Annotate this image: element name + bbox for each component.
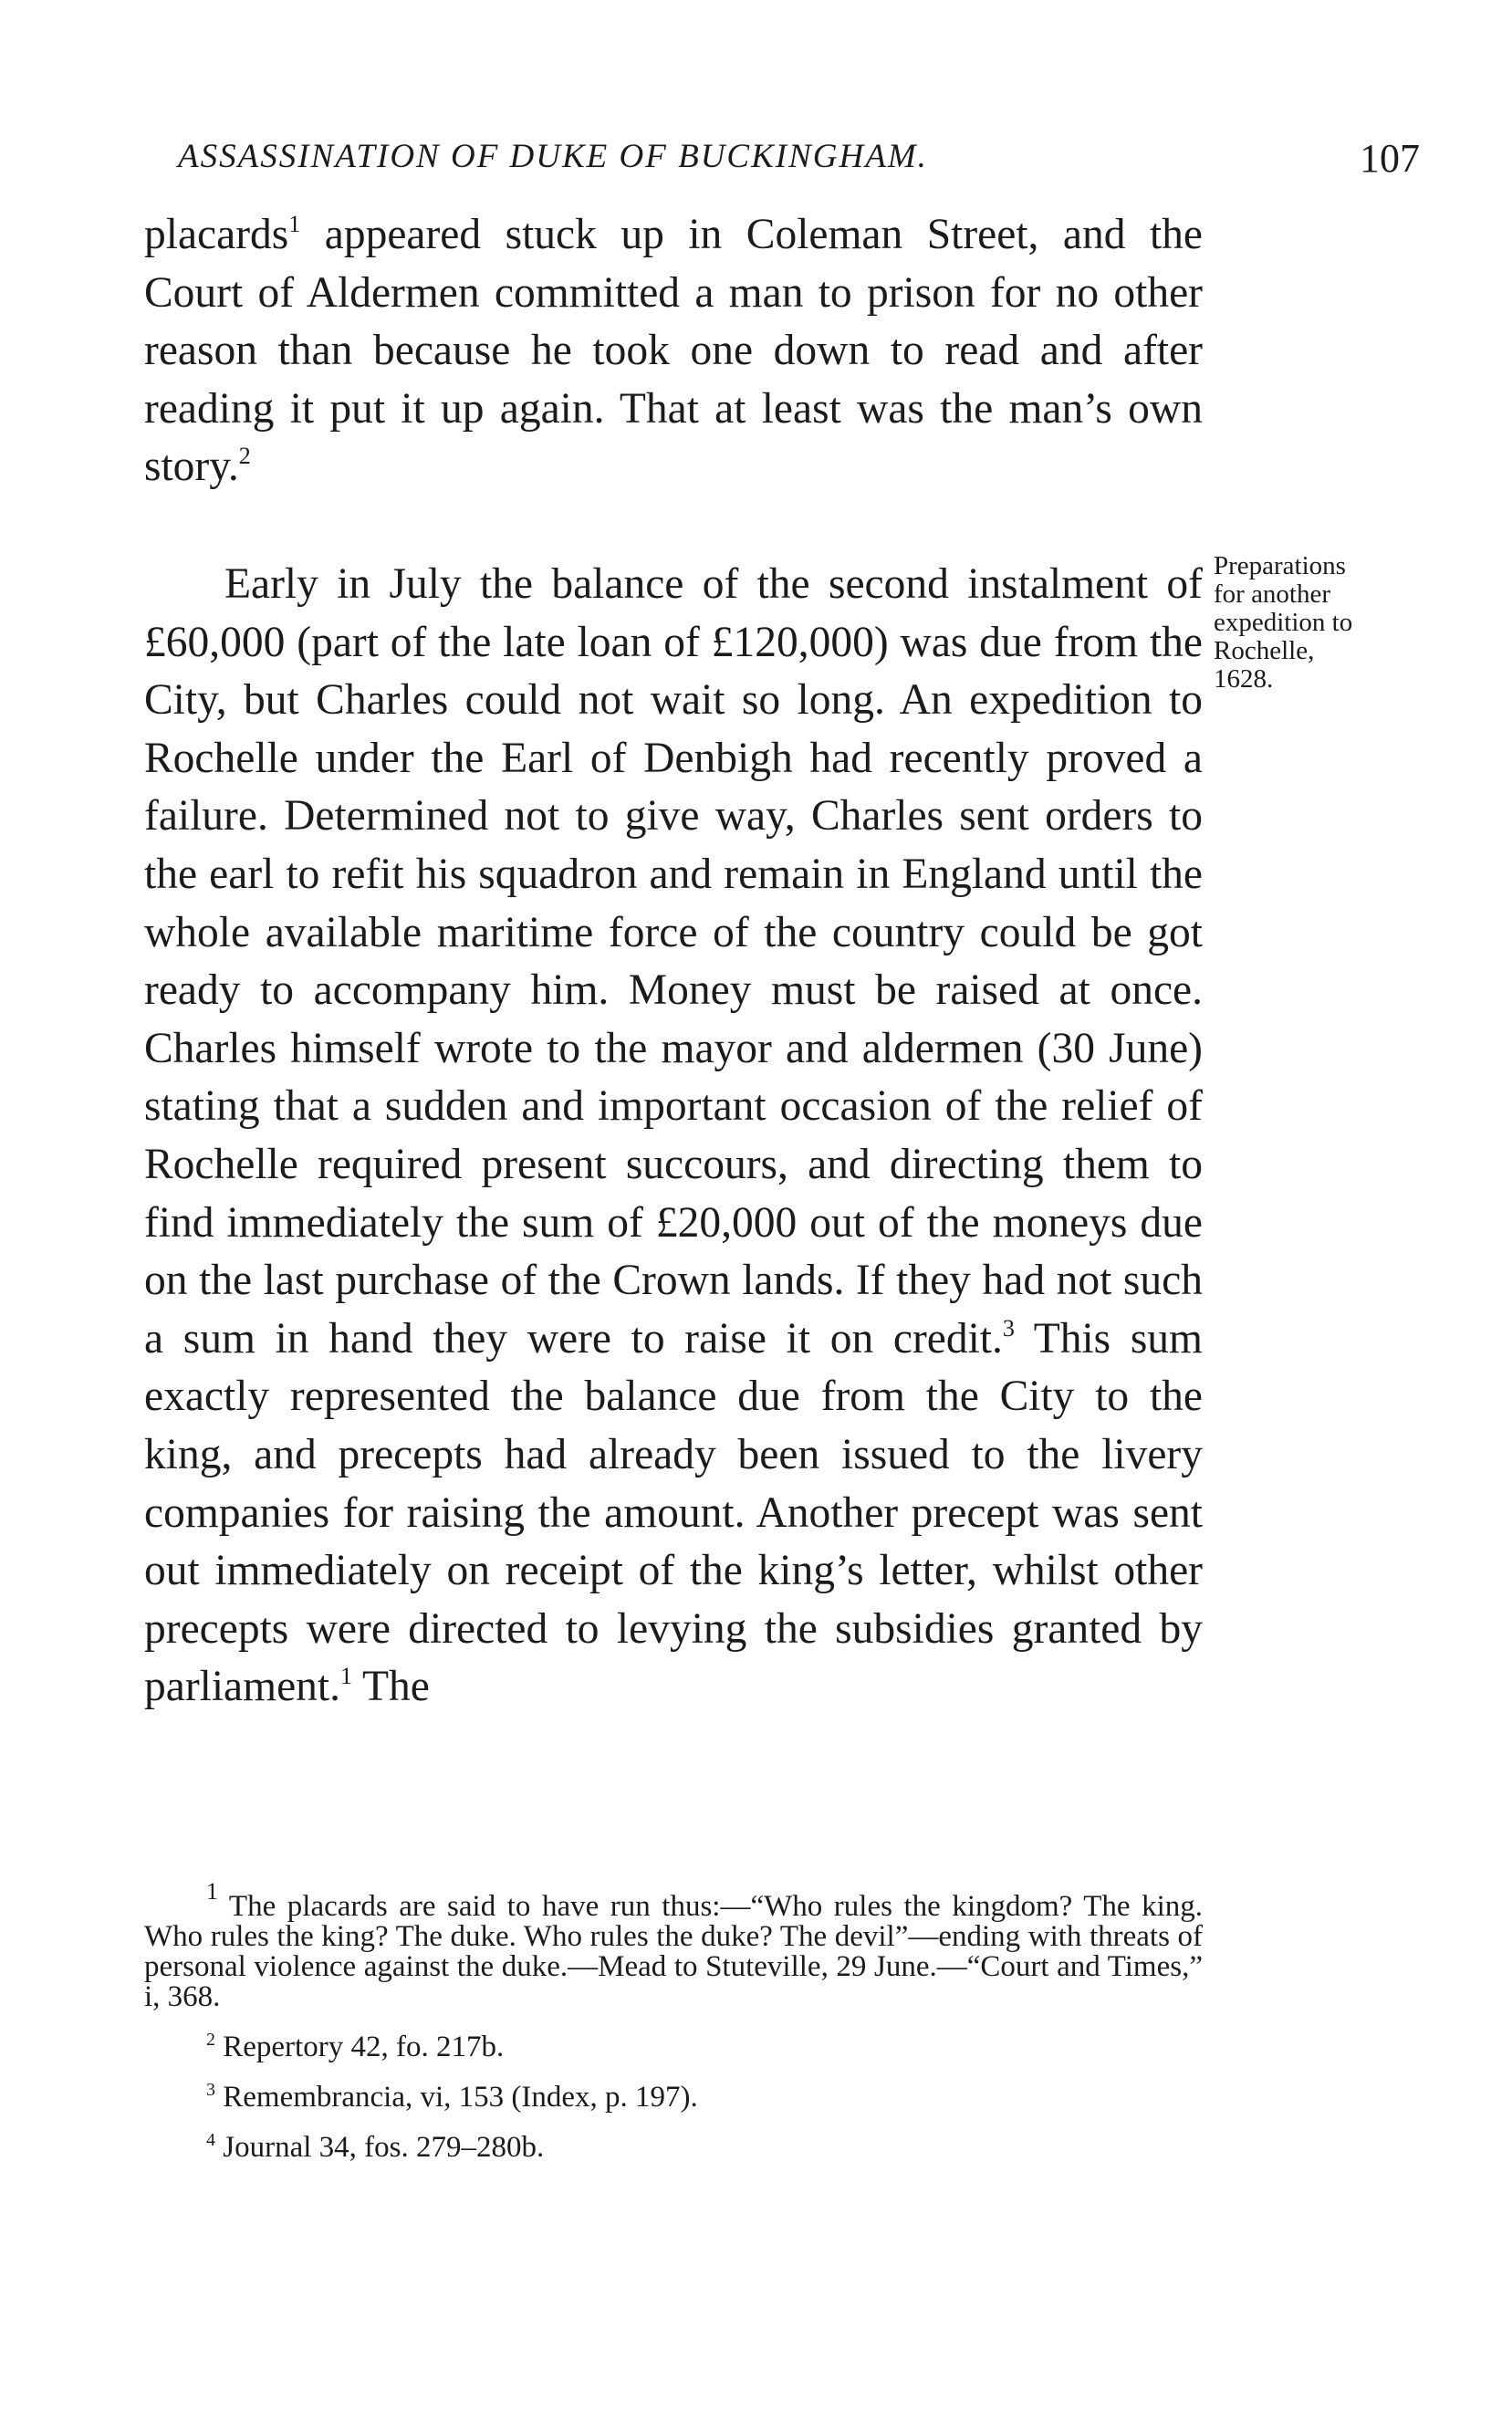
footnotes	[144, 1878, 1203, 2183]
footnote-ref-3: 3	[1002, 1314, 1015, 1342]
footnote-text: Journal 34, fos. 279–280b.	[215, 2131, 545, 2164]
footnote-marker: 2	[206, 2030, 215, 2050]
footnote-text: The placards are said to have run thus:—“Who rules the kingdom? The king. Who rules the king? The duke. Who rules the duke? The devil”—ending with threats of personal violence against the duke.—Mead to Stuteville, 29 June.—“Court and Times,” i, 368.	[144, 1890, 1203, 2013]
footnote-marker: 4	[206, 2130, 215, 2150]
footnote-marker: 3	[206, 2080, 215, 2100]
page-number: 107	[1360, 136, 1420, 181]
footnote-text: Remembrancia, vi, 153 (Index, p. 197).	[215, 2081, 698, 2114]
paragraph-2-end: The	[351, 1663, 430, 1711]
paragraph-2	[144, 556, 1203, 1717]
footnote-4	[144, 2130, 1203, 2164]
footnote-ref-2: 2	[238, 443, 251, 470]
margin-note-line: Rochelle,	[1214, 636, 1315, 665]
footnote-ref-4: 1	[339, 1663, 352, 1690]
paragraph-1-text: appeared stuck up in Coleman Street, and the Court of Aldermen committed a man to prison for no other reason than because he took one down to read and after reading it put it up again. That at least was the man’s own story.	[144, 211, 1203, 491]
footnote-text: Repertory 42, fo. 217b.	[215, 2031, 505, 2063]
running-head: ASSASSINATION OF DUKE OF BUCKINGHAM.	[178, 138, 928, 175]
paragraph-2-text: Early in July the balance of the second instalment of £60,000 (part of the late loan of £120,000) was due from the City, but Charles could not wait so long. An expedition to Rochelle under the Earl of Denbigh had recently proved a failure. Determined not to give way, Charles sent orders to the earl to refit his squadron and remain in England until the whole available maritime force of the country could be got ready to accompany him. Money must be raised at once. Charles himself wrote to the mayor and aldermen (30 June) stating that a sudden and important occasion of the relief of Rochelle required present succours, and directing them to find immediately the sum of £20,000 out of the moneys due on the last purchase of the Crown lands. If they had not such a sum in hand they were to raise it on credit.	[144, 560, 1203, 1363]
paragraph-1	[144, 206, 1203, 496]
footnote-marker: 1	[206, 1878, 218, 1905]
footnote-3	[144, 2080, 1203, 2114]
footnote-2	[144, 2032, 1203, 2062]
footnote-1	[144, 1878, 1203, 2013]
margin-note	[1214, 552, 1460, 694]
margin-note-line: for another	[1214, 580, 1331, 609]
margin-note-line: expedition to	[1214, 608, 1353, 637]
margin-note-line: 1628.	[1214, 664, 1274, 694]
paragraph-1-start: placards	[144, 211, 289, 258]
footnote-ref-1: 1	[288, 211, 301, 237]
margin-note-line: Preparations	[1214, 551, 1346, 580]
paragraph-2-continuation: This sum exactly represented the balance due from the City to the king, and precepts had already been issued to the livery companies for raising the amount. Another precept was sent out immediately on receipt of the king’s letter, whilst other precepts were directed to levying the subsidies granted by parliament.	[144, 1314, 1203, 1711]
